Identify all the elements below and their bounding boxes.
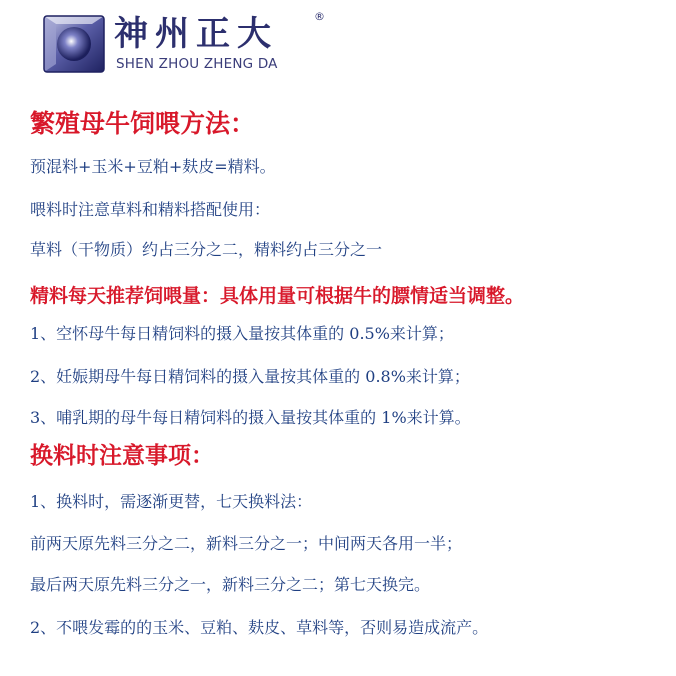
brand-name-cn: 神州正大 xyxy=(114,14,278,54)
text-line: 3、哺乳期的母牛每日精饲料的摄入量按其体重的 1%来计算。 xyxy=(30,408,471,427)
text-line: 1、空怀母牛每日精饲料的摄入量按其体重的 0.5%来计算； xyxy=(30,324,454,343)
text-line: 喂料时注意草料和精料搭配使用： xyxy=(30,200,271,219)
brand-name-en: SHEN ZHOU ZHENG DA xyxy=(116,56,278,72)
text-line: 预混料+玉米+豆粕+麸皮=精料。 xyxy=(30,157,276,176)
text-line: 最后两天原先料三分之一，新料三分之二；第七天换完。 xyxy=(30,575,431,594)
section-subheading-daily-amount: 精料每天推荐饲喂量：具体用量可根据牛的膘情适当调整。 xyxy=(30,285,525,307)
text-line: 1、换料时，需逐渐更替，七天换料法： xyxy=(30,492,313,511)
registered-mark: ® xyxy=(314,10,325,23)
brand-header xyxy=(42,10,342,78)
text-line: 2、妊娠期母牛每日精饲料的摄入量按其体重的 0.8%来计算； xyxy=(30,367,470,386)
text-line: 草料（干物质）约占三分之二，精料约占三分之一 xyxy=(30,240,383,259)
text-line: 2、不喂发霉的的玉米、豆粕、麸皮、草料等，否则易造成流产。 xyxy=(30,618,489,637)
section-heading-feeding-method: 繁殖母牛饲喂方法： xyxy=(30,109,256,138)
section-heading-feed-change: 换料时注意事项： xyxy=(30,442,214,469)
text-line: 前两天原先料三分之二，新料三分之一；中间两天各用一半； xyxy=(30,534,463,553)
cube-logo-icon xyxy=(42,14,106,74)
